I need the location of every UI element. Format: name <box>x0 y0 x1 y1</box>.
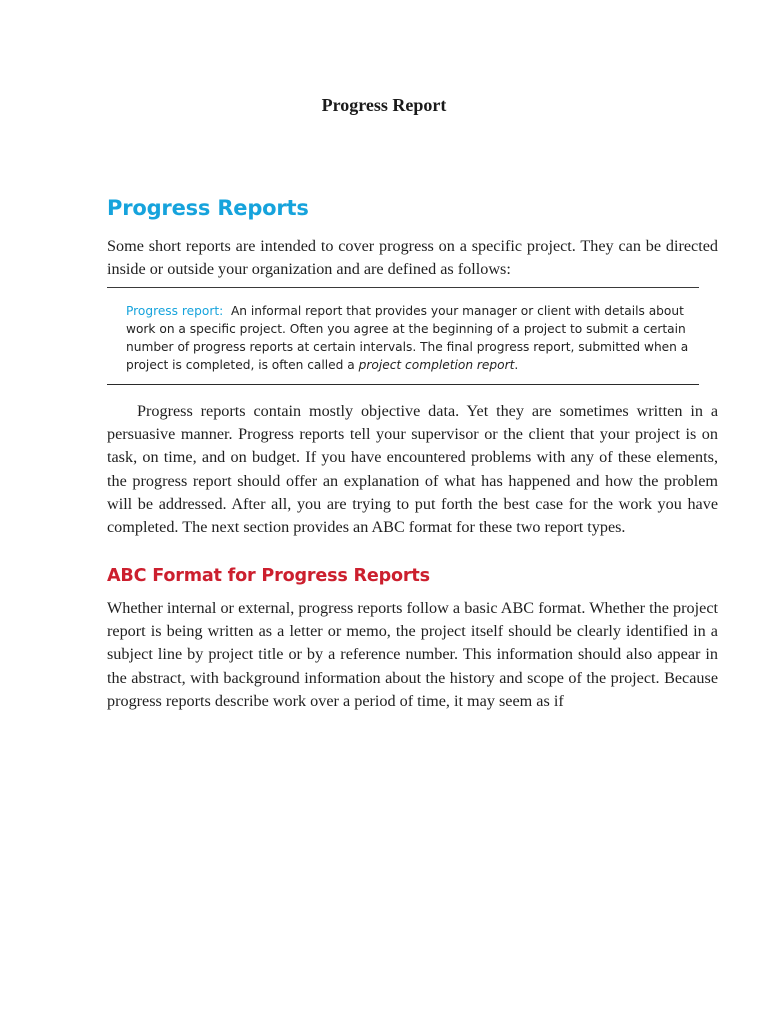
definition-end: . <box>514 358 519 372</box>
definition-term: Progress report: <box>126 304 224 318</box>
definition-text <box>126 302 695 374</box>
definition-italic-term: project completion report <box>358 358 515 372</box>
intro-paragraph: Some short reports are intended to cover progress on a specific project. They can be directed inside or outside your organization and are defined as follows: <box>107 237 718 279</box>
section-heading-progress-reports: Progress Reports <box>107 196 309 220</box>
definition-body: An informal report that provides your manager or client with details about work on a specific project. Often you agree at the beginning of a project to submit a certain number of progress reports at certain intervals. The final progress report, submitted when a project is completed, is often called a <box>126 304 689 372</box>
abc-format-paragraph: Whether internal or external, progress reports follow a basic ABC format. Whether the project report is being written as a letter or memo, the project itself should be clearly identified in a subject line by project title or by a reference number. This information should also appear in the abstract, with background information about the history and scope of the project. Because progress reports describe work over a period of time, it may seem as if <box>107 599 718 710</box>
document-title: Progress Report <box>321 95 447 115</box>
definition-box <box>107 287 699 385</box>
progress-reports-paragraph: Progress reports contain mostly objective data. Yet they are sometimes written in a persuasive manner. Progress reports tell your supervisor or the client that your project is on task, on time, and on budget. If you have encountered problems with any of these elements, the progress report should offer an explanation of what has happened and how the problem will be addressed. After all, you are trying to put forth the best case for the work you have completed. The next section provides an ABC format for these two report types. <box>107 402 718 537</box>
section-heading-abc-format: ABC Format for Progress Reports <box>107 566 430 586</box>
